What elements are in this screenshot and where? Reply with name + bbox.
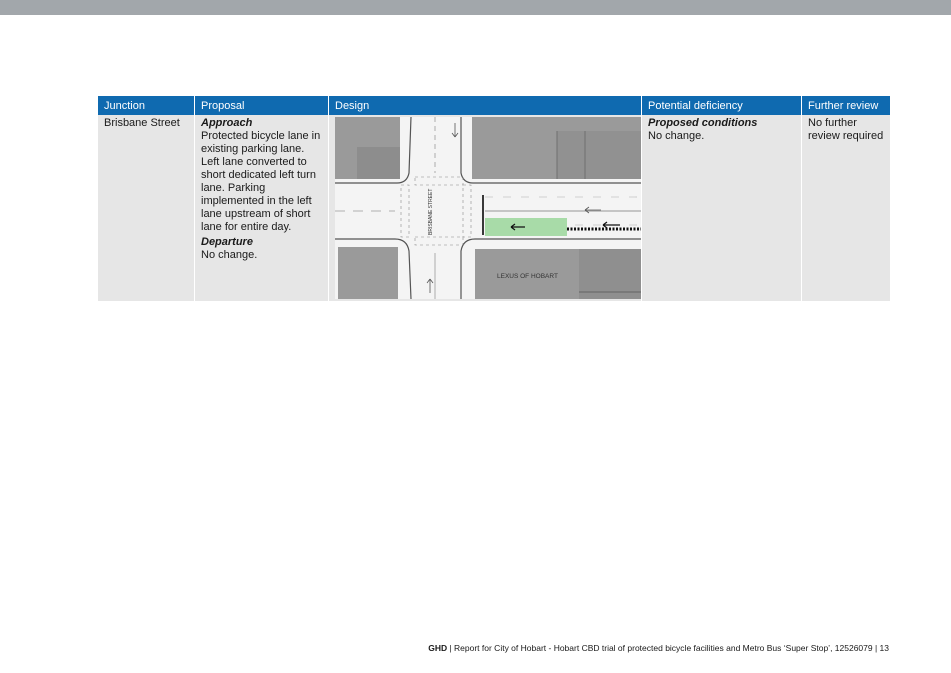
cell-proposal [195, 115, 329, 301]
table-row [98, 115, 891, 301]
cell-potential-deficiency [642, 115, 802, 301]
departure-text: No change. [201, 249, 258, 261]
footer-text: | Report for City of Hobart - Hobart CBD trial of protected bicycle facilities and Metro Bus ‘Super Stop’, 12526079 | 13 [447, 643, 889, 653]
cell-junction: Brisbane Street [98, 115, 195, 301]
header-further-review: Further review [802, 96, 891, 115]
bicycle-lane [485, 218, 567, 236]
deficiency-text: No change. [648, 130, 705, 142]
header-junction: Junction [98, 96, 195, 115]
header-potential-deficiency: Potential deficiency [642, 96, 802, 115]
header-proposal: Proposal [195, 96, 329, 115]
cell-further-review: No further review required [802, 115, 891, 301]
deficiency-title: Proposed conditions [648, 117, 758, 129]
approach-text: Protected bicycle lane in existing parking lane. Left lane converted to short dedicated left turn lane. Parking implemented in the left lane upstream of short lane for entire day. [201, 130, 321, 233]
approach-title: Approach [201, 117, 253, 129]
top-bar [0, 0, 951, 15]
street-label: BRISBANE STREET [428, 188, 434, 235]
departure-title: Departure [201, 236, 253, 248]
header-design: Design [329, 96, 642, 115]
building-bottom-left [338, 247, 398, 299]
footer-brand: GHD [428, 643, 448, 653]
building-label: LEXUS OF HOBART [497, 273, 558, 280]
page-footer [428, 643, 889, 653]
review-table [97, 96, 891, 301]
cell-design [329, 115, 642, 301]
intersection-design-drawing [335, 117, 641, 299]
table-header-row [98, 96, 891, 115]
